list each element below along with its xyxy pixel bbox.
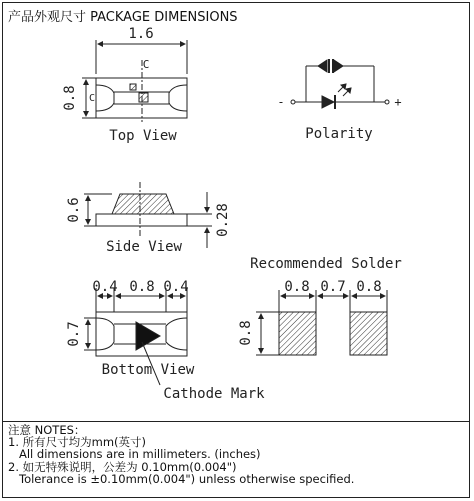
solder-pad-w1: 0.8 bbox=[284, 279, 310, 295]
solder-label: Recommended Solder bbox=[250, 256, 402, 272]
solder-gap: 0.7 bbox=[320, 279, 346, 295]
polarity-minus: - bbox=[277, 95, 285, 109]
side-height-dim: 0.6 bbox=[66, 197, 82, 223]
bottom-right-pad bbox=[166, 318, 187, 350]
top-center-mark: C bbox=[142, 58, 150, 71]
solder-pad-h: 0.8 bbox=[238, 320, 254, 346]
top-side-center-mark: C bbox=[88, 93, 96, 104]
note-2: 2. 如无特殊说明，公差为 0.10mm(0.004") bbox=[8, 459, 237, 474]
top-chip-die bbox=[139, 93, 148, 102]
top-chip-pad bbox=[130, 84, 136, 90]
solder-pattern bbox=[256, 290, 387, 355]
side-view-dome bbox=[112, 194, 174, 214]
solder-pad-w2: 0.8 bbox=[356, 279, 382, 295]
top-view bbox=[82, 40, 187, 122]
side-view-label: Side View bbox=[106, 239, 182, 255]
note-1-english: All dimensions are in millimeters. (inches) bbox=[19, 447, 261, 462]
bottom-view-label: Bottom View bbox=[101, 362, 195, 378]
cathode-triangle-icon bbox=[136, 322, 160, 350]
polarity-plus: + bbox=[394, 95, 402, 109]
note-1: 1. 所有尺寸均为mm(英寸) bbox=[8, 435, 147, 450]
note-2-english: Tolerance is ±0.10mm(0.004") unless otherwise specified. bbox=[19, 471, 355, 486]
polarity-symbol bbox=[291, 59, 389, 109]
polarity-label: Polarity bbox=[305, 126, 373, 142]
top-width-dim: 1.6 bbox=[128, 26, 154, 42]
notes-title: 注意 NOTES： bbox=[8, 423, 86, 437]
top-view-left-terminal bbox=[96, 85, 114, 111]
bottom-pad-left-dim: 0.4 bbox=[92, 279, 118, 295]
side-view-substrate bbox=[96, 214, 187, 226]
bottom-pad-right-dim: 0.4 bbox=[163, 279, 189, 295]
bottom-pad-mid-dim: 0.8 bbox=[129, 279, 155, 295]
top-view-right-terminal bbox=[169, 85, 187, 111]
bottom-height-dim: 0.7 bbox=[66, 321, 82, 347]
solder-pad-left bbox=[279, 312, 316, 355]
solder-pad-right bbox=[350, 312, 387, 355]
side-total-height-dim: 0.28 bbox=[215, 203, 231, 237]
cathode-mark-label: Cathode Mark bbox=[163, 386, 265, 402]
top-height-dim: 0.8 bbox=[62, 85, 78, 111]
led-diode-icon bbox=[322, 96, 334, 108]
page-title: 产品外观尺寸 PACKAGE DIMENSIONS bbox=[8, 10, 238, 25]
notes-divider bbox=[2, 421, 470, 422]
top-view-label: Top View bbox=[109, 128, 177, 144]
bottom-left-pad bbox=[96, 318, 114, 350]
notes-section bbox=[8, 424, 354, 485]
